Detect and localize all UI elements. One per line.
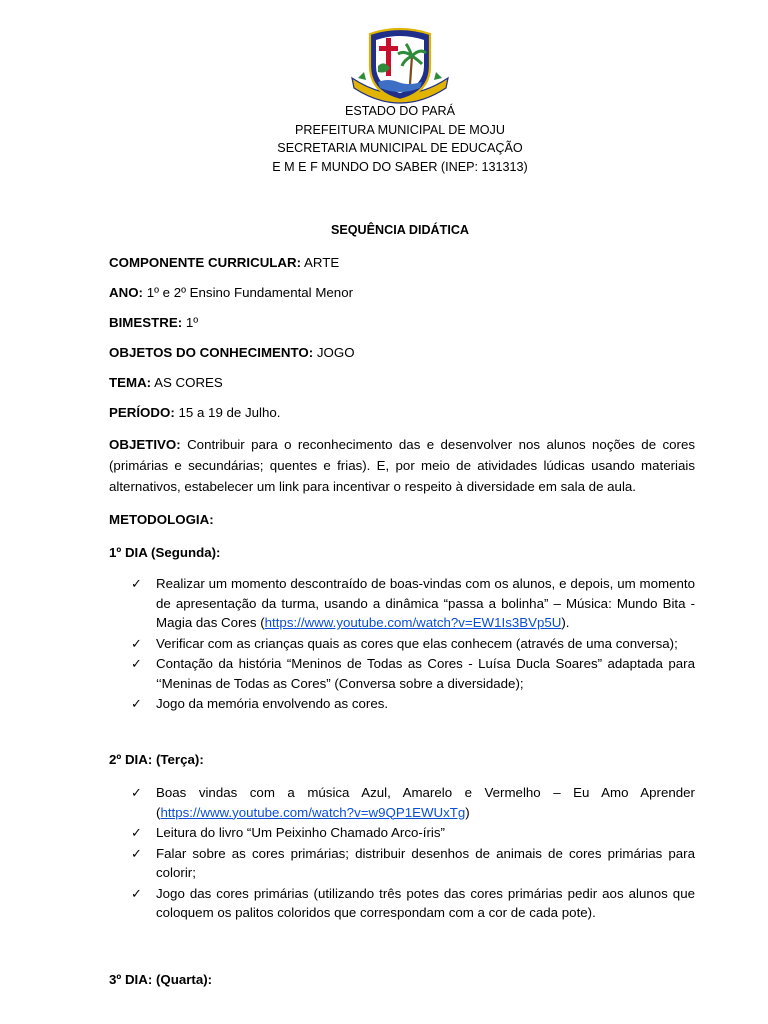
document-title: SEQUÊNCIA DIDÁTICA xyxy=(330,223,470,237)
field-value: AS CORES xyxy=(154,375,223,390)
list-item-text: Falar sobre as cores primárias; distribuir desenhos de animais de cores primárias para colorir; xyxy=(156,845,695,880)
day-heading: 2º DIA: (Terça): xyxy=(109,752,204,767)
field-value: ARTE xyxy=(304,255,340,270)
check-mark-icon: ✓ xyxy=(131,885,142,901)
header-line: E M E F MUNDO DO SABER (INEP: 131313) xyxy=(272,159,528,174)
youtube-link[interactable]: https://www.youtube.com/watch?v=w9QP1EWUxTg xyxy=(160,804,466,820)
youtube-link[interactable]: https://www.youtube.com/watch?v=EW1Is3BVp5U xyxy=(264,615,562,630)
metodologia-heading: METODOLOGIA: xyxy=(109,512,214,527)
list-item-text: Leitura do livro “Um Peixinho Chamado Arco-íris” xyxy=(156,825,445,840)
check-mark-icon: ✓ xyxy=(131,656,142,671)
check-mark-icon: ✓ xyxy=(131,825,142,840)
day-heading: 3º DIA: (Quarta): xyxy=(109,972,213,987)
objetivo-label: OBJETIVO: xyxy=(109,437,181,452)
field-label: ANO: xyxy=(109,285,143,300)
list-item xyxy=(131,634,695,654)
list-item-text: Jogo das cores primárias (utilizando três potes das cores primárias pedir aos alunos que coloquem os palitos coloridos que correspondam com a cor de cada pote). xyxy=(156,885,695,920)
field-label: COMPONENTE CURRICULAR: xyxy=(109,255,302,270)
list-item-text: ) xyxy=(465,804,470,820)
field-label: OBJETOS DO CONHECIMENTO: xyxy=(109,345,314,360)
list-item xyxy=(131,783,695,822)
header-line: SECRETARIA MUNICIPAL DE EDUCAÇÃO xyxy=(277,141,523,155)
field-objetos xyxy=(109,345,355,360)
list-item-text: Contação da história “Meninos de Todas as Cores - Luísa Ducla Soares” adaptada para ‘‘Meninas de Todas as Cores” (Conversa sobre a diversidade); xyxy=(156,656,695,691)
coat-of-arms-icon xyxy=(348,26,452,104)
field-periodo xyxy=(109,405,281,420)
field-componente xyxy=(109,255,339,270)
list-item-text: Jogo da memória envolvendo as cores. xyxy=(156,696,389,711)
list-item-text: Realizar um momento descontraído de boas-vindas com os alunos, e depois, um momento de apresentação da turma, usando a dinâmica “passa a bolinha” – Música: Mundo Bita - Magia das Cores ( xyxy=(156,576,695,630)
check-mark-icon: ✓ xyxy=(131,845,142,861)
field-bimestre xyxy=(109,315,198,330)
list-item xyxy=(131,884,695,923)
list-item xyxy=(131,844,695,883)
objetivo-text: Contribuir para o reconhecimento das e desenvolver nos alunos noções de cores (primárias e secundárias; quentes e frias). E, por meio de atividades lúdicas usando materiais alternativos, estabelecer um link para incentivar o respeito à diversidade em sala de aula. xyxy=(109,437,696,494)
field-value: 15 a 19 de Julho. xyxy=(178,405,281,420)
field-value: 1º xyxy=(185,315,199,330)
check-mark-icon: ✓ xyxy=(131,785,142,800)
field-label: TEMA: xyxy=(109,375,152,390)
day1-list xyxy=(131,574,695,715)
list-item-text: Verificar com as crianças quais as cores que elas conhecem (através de uma conversa); xyxy=(156,635,678,651)
field-ano xyxy=(109,285,353,300)
list-item-text: Boas vindas com a música Azul, Amarelo e Vermelho – Eu Amo Aprender ( xyxy=(156,785,695,820)
check-mark-icon: ✓ xyxy=(131,635,142,651)
document-header xyxy=(0,102,768,176)
list-item xyxy=(131,574,695,633)
day2-list xyxy=(131,783,695,924)
field-label: PERÍODO: xyxy=(109,405,175,420)
header-line: PREFEITURA MUNICIPAL DE MOJU xyxy=(295,122,505,137)
list-item-text: ). xyxy=(561,615,570,630)
list-item xyxy=(131,654,695,693)
day-heading: 1º DIA (Segunda): xyxy=(109,545,221,560)
check-mark-icon: ✓ xyxy=(131,576,142,591)
list-item xyxy=(131,823,695,843)
check-mark-icon: ✓ xyxy=(131,696,142,711)
field-tema xyxy=(109,375,223,390)
field-value: 1º e 2º Ensino Fundamental Menor xyxy=(146,285,354,300)
field-label: BIMESTRE: xyxy=(109,315,183,330)
header-line: ESTADO DO PARÁ xyxy=(344,104,456,118)
objetivo-paragraph xyxy=(109,434,695,497)
list-item xyxy=(131,694,695,714)
field-value: JOGO xyxy=(316,345,355,360)
